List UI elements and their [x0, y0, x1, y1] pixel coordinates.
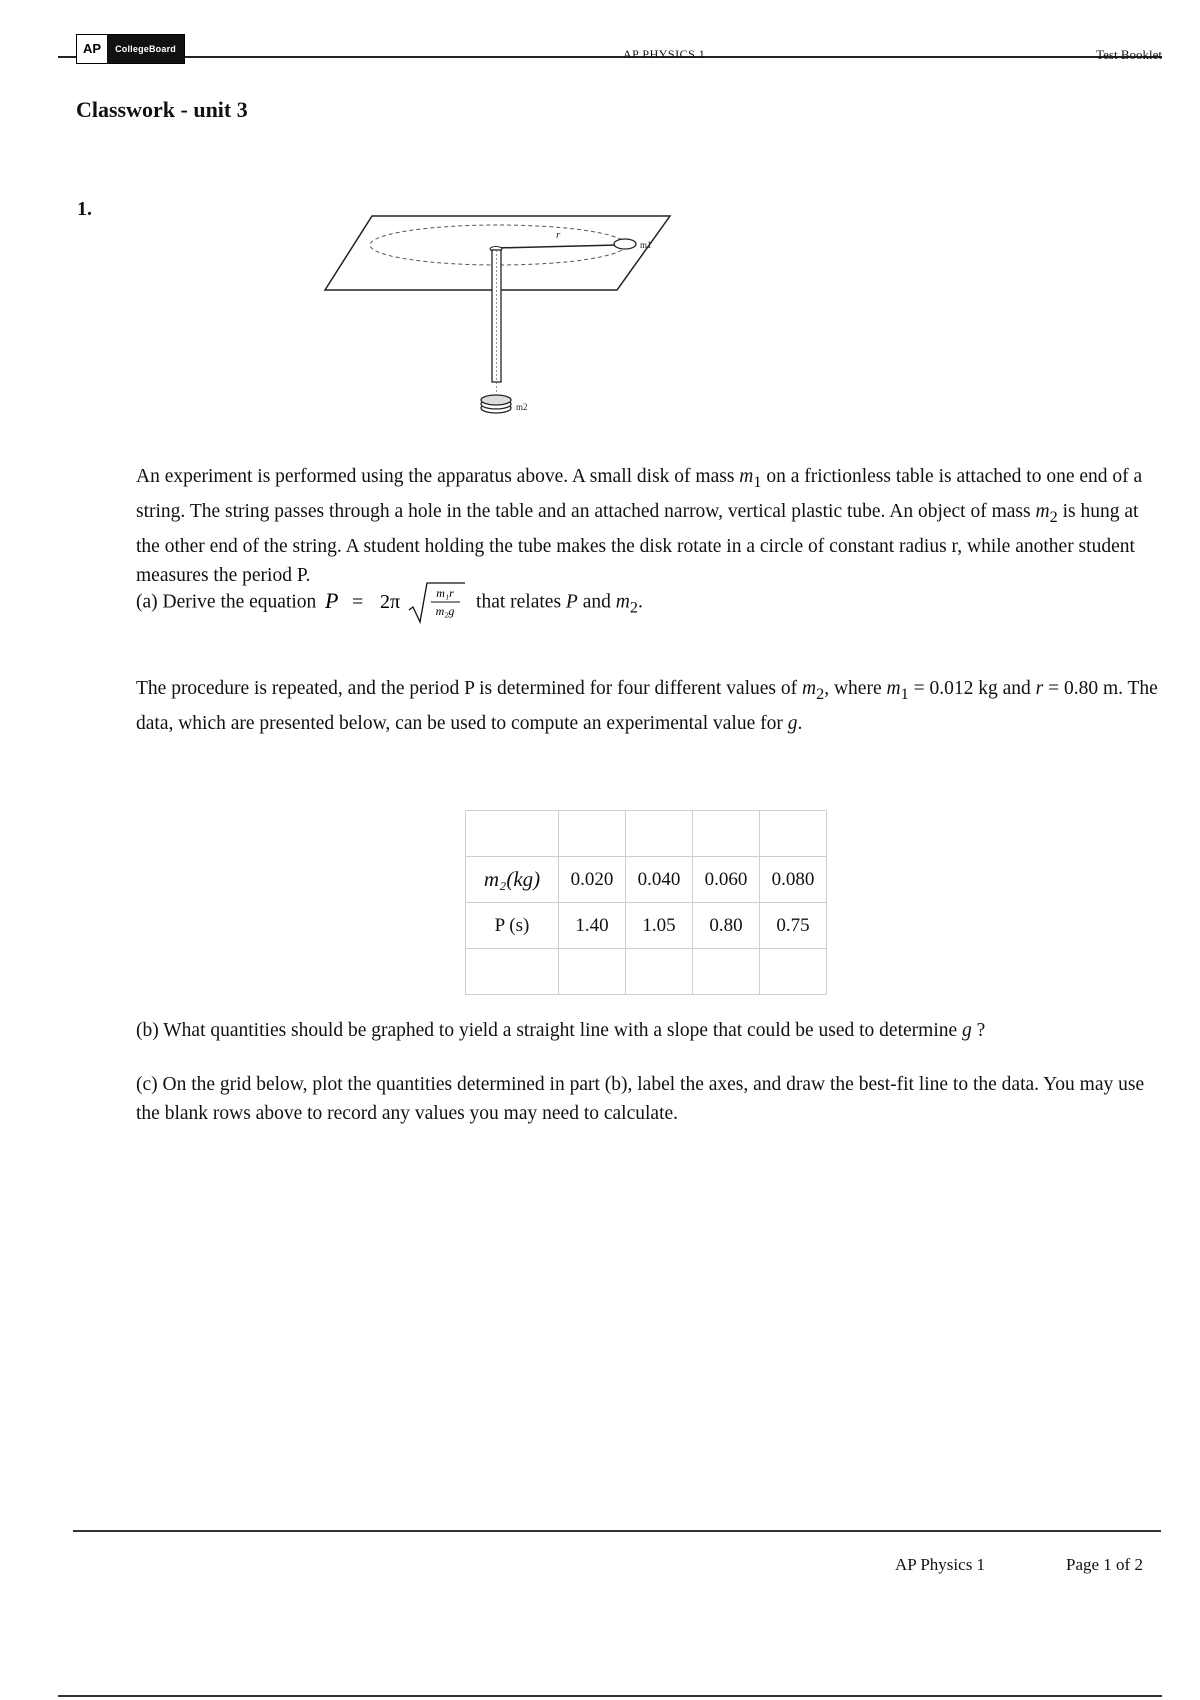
part-a-prefix: (a) Derive the equation — [136, 591, 322, 613]
var-m2: m — [615, 591, 630, 613]
period-row — [466, 903, 827, 949]
procedure-text-3: = 0.012 kg and — [908, 678, 1036, 699]
blank-cell — [466, 811, 559, 857]
disk-m1 — [614, 239, 636, 249]
var-g: g — [962, 1020, 972, 1041]
var-m1: m — [886, 678, 901, 699]
period-value: 1.05 — [626, 903, 693, 949]
var-m2-subscript: 2 — [1049, 507, 1058, 526]
ap-logo-text: AP — [77, 35, 107, 63]
blank-cell — [760, 811, 827, 857]
page-indicator: Page 1 of 2 — [1066, 1555, 1143, 1574]
radius-label: r — [556, 229, 561, 241]
var-m2: m — [1035, 500, 1050, 522]
blank-cell — [626, 811, 693, 857]
eq-coefficient: 2π — [380, 591, 401, 613]
procedure-text-2: , where — [824, 678, 887, 699]
procedure-text-1: The procedure is repeated, and the period P is determined for four different values of — [136, 678, 802, 699]
var-m2-subscript: 2 — [816, 684, 825, 703]
part-b-end: ? — [971, 1020, 986, 1041]
procedure-paragraph — [136, 674, 1166, 738]
part-a-end: . — [637, 591, 643, 613]
var-P: P — [565, 591, 578, 613]
question-number: 1. — [77, 198, 92, 220]
blank-cell — [466, 949, 559, 995]
blank-cell — [760, 949, 827, 995]
blank-cell — [693, 811, 760, 857]
blank-cell — [693, 949, 760, 995]
var-r: r — [1035, 678, 1044, 699]
header-booklet: Test Booklet — [1096, 47, 1162, 62]
hanging-mass-top — [481, 395, 511, 405]
footer-course: AP Physics 1 — [895, 1555, 986, 1574]
eq-denominator: m₂g — [435, 604, 455, 618]
part-a — [136, 580, 1166, 626]
intro-paragraph — [136, 462, 1166, 590]
mass-row — [466, 857, 827, 903]
disk-mass-label: m1 — [640, 240, 652, 250]
part-b-text: (b) What quantities should be graphed to yield a straight line with a slope that could be used to determine — [136, 1020, 963, 1041]
blank-cell — [559, 811, 626, 857]
page-header — [58, 30, 1162, 66]
eq-numerator: m₁r — [436, 586, 454, 600]
var-m1-subscript: 1 — [900, 684, 909, 703]
intro-text-3: is hung at the other end of the string. A student holding the tube makes the disk rotate in a circle of constant radius r, while another student measures the period P. — [136, 500, 1139, 586]
procedure-text-4: = 0.80 m. The data, which are presented below, can be used to compute an experimental value for — [136, 678, 1158, 734]
footer-rule — [73, 1530, 1161, 1532]
var-m2: m — [802, 678, 817, 699]
part-c: (c) On the grid below, plot the quantities determined in part (b), label the axes, and draw the best-fit line to the data. You may use the blank rows above to record any values you may need to calculate. — [136, 1074, 1145, 1124]
eq-lhs: P — [325, 588, 339, 613]
mass-value: 0.060 — [693, 857, 760, 903]
mass-row-label: m₂(kg) — [466, 857, 559, 903]
var-m2-subscript: 2 — [629, 598, 638, 617]
mass-value: 0.020 — [559, 857, 626, 903]
part-a-text-1: that relates — [471, 591, 566, 613]
collegeboard-logo-text: CollegeBoard — [107, 35, 184, 63]
blank-cell — [626, 949, 693, 995]
apparatus-figure — [320, 206, 680, 426]
var-m1: m — [739, 466, 754, 487]
mass-value: 0.080 — [760, 857, 827, 903]
period-value: 0.80 — [693, 903, 760, 949]
data-table — [465, 810, 827, 995]
period-value: 1.40 — [559, 903, 626, 949]
blank-row-bottom — [466, 949, 827, 995]
page-title: Classwork - unit 3 — [76, 97, 248, 122]
var-g: g — [787, 712, 798, 734]
period-row-label: P (s) — [466, 903, 559, 949]
period-equation — [325, 580, 467, 626]
hanging-mass-label: m2 — [516, 402, 528, 412]
intro-text-1: An experiment is performed using the apparatus above. A small disk of mass — [136, 466, 740, 487]
header-rule — [58, 56, 1162, 58]
part-a-text-2: and — [577, 591, 616, 613]
var-m1-subscript: 1 — [753, 472, 762, 491]
eq-equals: = — [352, 591, 364, 613]
procedure-end: . — [797, 712, 803, 734]
ap-collegeboard-logo — [76, 34, 185, 64]
blank-row-top — [466, 811, 827, 857]
period-value: 0.75 — [760, 903, 827, 949]
part-b — [136, 1016, 1166, 1045]
header-course: AP PHYSICS 1 — [623, 47, 706, 61]
bottom-rule — [58, 1695, 1162, 1697]
intro-text-2: on a frictionless table is attached to one end of a string. The string passes through a hole in the table and an attached narrow, vertical plastic tube. An object of mass — [136, 466, 1143, 522]
blank-cell — [559, 949, 626, 995]
mass-value: 0.040 — [626, 857, 693, 903]
